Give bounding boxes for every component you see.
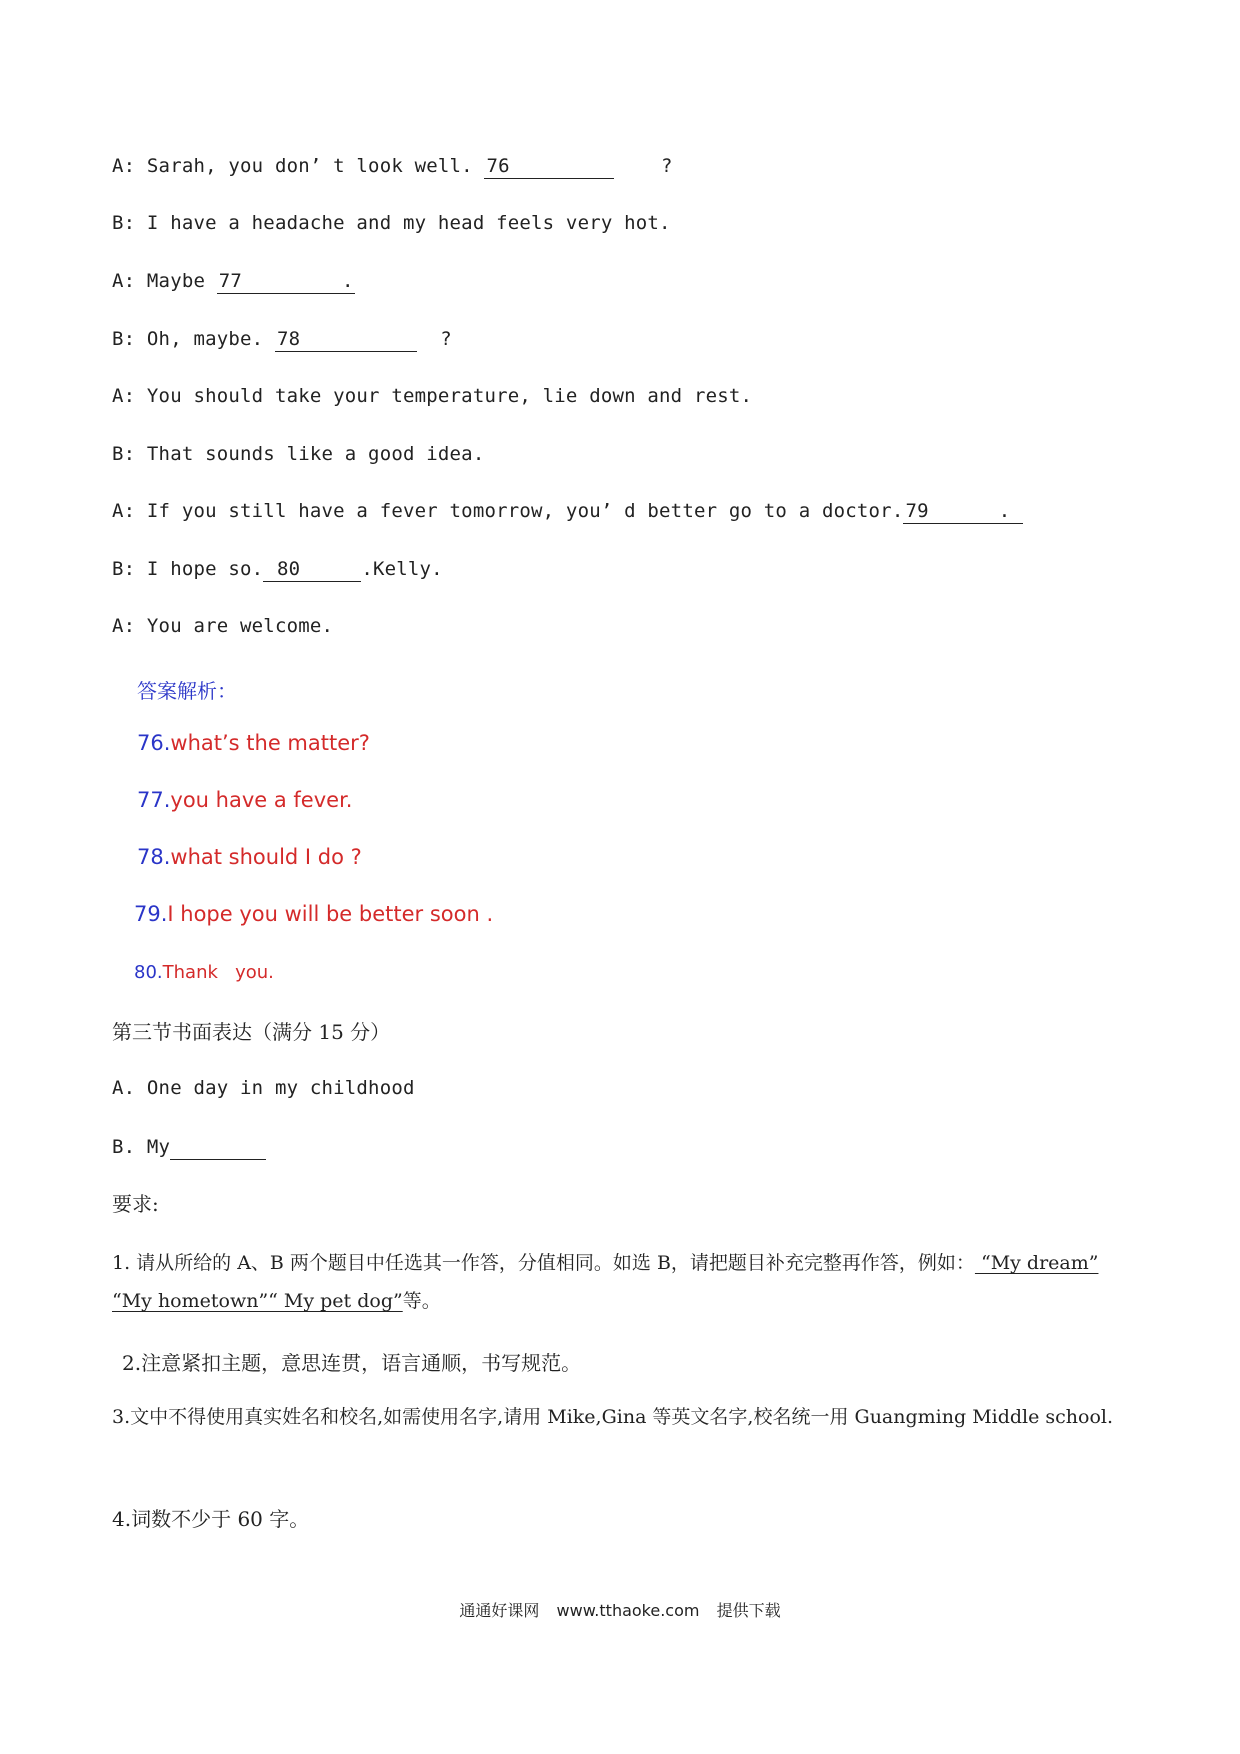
example-titles: “My dream” “My hometown”“ My pet dog” xyxy=(112,1252,1099,1312)
requirements-label: 要求: xyxy=(112,1192,159,1216)
topic-b: B. My xyxy=(112,1133,266,1161)
dialogue-line-1: A: Sarah, you don’ t look well. 76 ? xyxy=(112,155,673,177)
requirement-3: 3.文中不得使用真实姓名和校名,如需使用名字,请用 Mike,Gina 等英文名字,校名统一用 Guangming Middle school. xyxy=(112,1406,1114,1428)
page-footer xyxy=(0,1598,1240,1621)
requirement-2: 2.注意紧扣主题，意思连贯，语言通顺，书写规范。 xyxy=(122,1351,582,1375)
answer-item-79: 79.I hope you will be better soon . xyxy=(134,902,494,926)
footer-download-text: 提供下载 xyxy=(716,1601,781,1620)
footer-site-name: 通通好课网 xyxy=(459,1601,540,1620)
answer-blank-80[interactable]: 80 xyxy=(263,557,361,582)
dialogue-line-3: A: Maybe 77 . xyxy=(112,270,354,292)
answer-item-76: 76.what’s the matter? xyxy=(137,731,370,755)
dialogue-line-8: B: I hope so. 80 .Kelly. xyxy=(112,558,443,580)
dialogue-line-5: A: You should take your temperature, lie down and rest. xyxy=(112,385,753,407)
answer-blank-76[interactable]: 76 xyxy=(484,154,614,179)
requirement-4: 4.词数不少于 60 字。 xyxy=(112,1507,310,1531)
requirement-1: 1. 请从所给的 A、B 两个题目中任选其一作答，分值相同。如选 B，请把题目补充完整再作答，例如： “My dream” “My hometown”“ My pet dog”等。 xyxy=(112,1252,1099,1312)
dialogue-line-9: A: You are welcome. xyxy=(112,615,334,637)
topic-a: A. One day in my childhood xyxy=(112,1077,415,1099)
section-title: 第三节书面表达（满分 15 分） xyxy=(112,1020,391,1044)
dialogue-line-7: A: If you still have a fever tomorrow, you’ d better go to a doctor. 79 . xyxy=(112,497,1023,525)
dialogue-line-4: B: Oh, maybe. 78 ? xyxy=(112,328,452,350)
answer-item-80: 80.Thank you. xyxy=(134,962,274,983)
dialogue-line-6: B: That sounds like a good idea. xyxy=(112,443,485,465)
answer-blank-77[interactable]: 77 . xyxy=(218,270,354,292)
answer-key-heading: 答案解析： xyxy=(137,679,237,703)
answer-item-78: 78.what should I do ? xyxy=(137,845,362,869)
footer-url-link[interactable]: www.tthaoke.com xyxy=(556,1601,700,1620)
topic-b-blank[interactable] xyxy=(170,1135,266,1160)
dialogue-line-2: B: I have a headache and my head feels very hot. xyxy=(112,212,671,234)
answer-item-77: 77.you have a fever. xyxy=(137,788,353,812)
answer-blank-78[interactable]: 78 xyxy=(275,327,417,352)
answer-blank-79[interactable]: 79 . xyxy=(903,499,1023,524)
